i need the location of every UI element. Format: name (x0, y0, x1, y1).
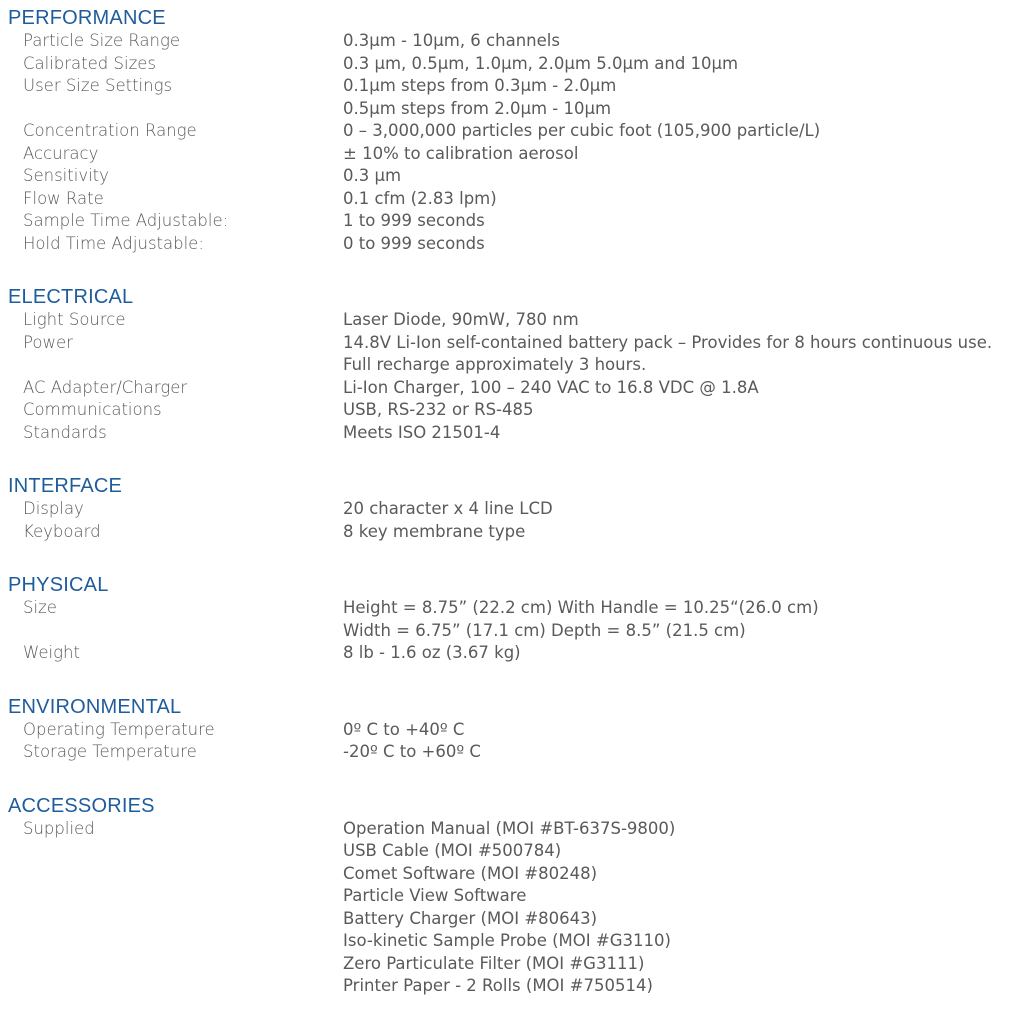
spec-value: 0º C to +40º C (343, 719, 465, 739)
spec-value: Battery Charger (MOI #80643) (343, 908, 598, 928)
spec-row (0, 719, 1011, 742)
spec-value: Laser Diode, 90mW, 780 nm (343, 310, 579, 329)
spec-value: 0.1 cfm (2.83 lpm) (343, 188, 497, 208)
spec-row (0, 165, 1011, 188)
spec-label: Hold Time Adjustable: (23, 233, 204, 253)
spec-label: Power (23, 332, 73, 352)
spec-section-interface (0, 474, 1011, 543)
spec-label: Display (23, 499, 84, 518)
section-spacer (0, 764, 1011, 794)
spec-values (343, 399, 1011, 422)
spec-label: Accuracy (23, 143, 99, 163)
section-spacer (0, 444, 1011, 474)
spec-value: Zero Particulate Filter (MOI #G3111) (343, 953, 645, 973)
spec-row (0, 233, 1011, 256)
spec-values (343, 818, 1011, 998)
spec-values (343, 332, 1011, 377)
spec-value: Height = 8.75” (22.2 cm) With Handle = 10.25“(26.0 cm) (343, 598, 819, 617)
spec-row (0, 53, 1011, 76)
spec-value: Full recharge approximately 3 hours. (343, 355, 647, 374)
spec-label: Concentration Range (23, 121, 197, 140)
spec-values (343, 53, 1011, 76)
spec-row (0, 818, 1011, 998)
spec-value: 0.3 µm, 0.5µm, 1.0µm, 2.0µm 5.0µm and 10µm (343, 53, 739, 73)
spec-label: Particle Size Range (23, 31, 181, 50)
spec-values (343, 30, 1011, 53)
spec-label: Storage Temperature (23, 742, 197, 761)
spec-value: 20 character x 4 line LCD (343, 499, 553, 518)
spec-value: Particle View Software (343, 886, 527, 905)
spec-label: Standards (23, 422, 107, 442)
spec-value: 0.1µm steps from 0.3µm - 2.0µm (343, 76, 617, 95)
spec-value: 0.3 µm (343, 166, 402, 185)
spec-value: 8 key membrane type (343, 521, 526, 541)
spec-values (343, 422, 1011, 445)
spec-value: USB, RS-232 or RS-485 (343, 400, 534, 419)
spec-value: 0 to 999 seconds (343, 233, 485, 253)
spec-values (343, 75, 1011, 120)
spec-label: Supplied (23, 818, 95, 838)
section-title: ENVIRONMENTAL (8, 695, 182, 718)
spec-values (343, 143, 1011, 166)
spec-label: AC Adapter/Charger (23, 377, 188, 397)
spec-section-electrical (0, 285, 1011, 444)
section-spacer (0, 665, 1011, 695)
spec-label: User Size Settings (23, 76, 173, 95)
spec-label: Calibrated Sizes (23, 53, 156, 73)
spec-row (0, 309, 1011, 332)
spec-value: 8 lb - 1.6 oz (3.67 kg) (343, 643, 521, 662)
spec-values (343, 120, 1011, 143)
spec-label: Sensitivity (23, 166, 109, 185)
spec-row (0, 498, 1011, 521)
spec-value: Iso-kinetic Sample Probe (MOI #G3110) (343, 931, 671, 950)
spec-value: 0 – 3,000,000 particles per cubic foot (105,900 particle/L) (343, 121, 821, 140)
spec-row (0, 642, 1011, 665)
spec-value: Operation Manual (MOI #BT-637S-9800) (343, 818, 676, 838)
spec-values (343, 741, 1011, 764)
spec-row (0, 422, 1011, 445)
spec-value: Comet Software (MOI #80248) (343, 863, 598, 883)
section-spacer (0, 543, 1011, 573)
spec-value: Printer Paper - 2 Rolls (MOI #750514) (343, 976, 653, 995)
spec-label: Sample Time Adjustable: (23, 211, 229, 230)
spec-value: Width = 6.75” (17.1 cm) Depth = 8.5” (21.5 cm) (343, 620, 746, 640)
spec-sheet (0, 6, 1011, 998)
spec-row (0, 188, 1011, 211)
section-title: PHYSICAL (8, 574, 109, 596)
spec-value: 0.3µm - 10µm, 6 channels (343, 31, 560, 50)
section-title: ELECTRICAL (8, 286, 134, 308)
spec-row (0, 332, 1011, 377)
spec-values (343, 642, 1011, 665)
spec-row (0, 597, 1011, 642)
spec-value: -20º C to +60º C (343, 742, 481, 761)
spec-values (343, 188, 1011, 211)
section-title: INTERFACE (8, 475, 123, 497)
spec-row (0, 30, 1011, 53)
spec-label: Weight (23, 643, 80, 662)
spec-values (343, 719, 1011, 742)
spec-value: ± 10% to calibration aerosol (343, 143, 579, 163)
spec-values (343, 165, 1011, 188)
spec-value: Li-Ion Charger, 100 – 240 VAC to 16.8 VDC @ 1.8A (343, 377, 759, 397)
spec-section-accessories (0, 794, 1011, 998)
spec-row (0, 741, 1011, 764)
spec-section-performance (0, 6, 1011, 255)
spec-section-environmental (0, 695, 1011, 764)
spec-label: Flow Rate (23, 188, 104, 208)
spec-values (343, 597, 1011, 642)
spec-label: Keyboard (23, 521, 101, 541)
spec-row (0, 143, 1011, 166)
spec-section-physical (0, 573, 1011, 665)
spec-value: Meets ISO 21501-4 (343, 422, 501, 442)
spec-row (0, 399, 1011, 422)
spec-value: USB Cable (MOI #500784) (343, 841, 562, 860)
spec-row (0, 120, 1011, 143)
spec-value: 1 to 999 seconds (343, 211, 485, 230)
section-spacer (0, 255, 1011, 285)
section-title: PERFORMANCE (8, 7, 166, 29)
spec-values (343, 210, 1011, 233)
spec-row (0, 210, 1011, 233)
spec-value: 0.5µm steps from 2.0µm - 10µm (343, 98, 612, 118)
spec-label: Communications (23, 400, 162, 419)
spec-row (0, 521, 1011, 544)
spec-row (0, 377, 1011, 400)
spec-values (343, 498, 1011, 521)
spec-label: Size (23, 598, 57, 617)
spec-values (343, 309, 1011, 332)
spec-values (343, 233, 1011, 256)
spec-value: 14.8V Li-Ion self-contained battery pack – Provides for 8 hours continuous use. (343, 332, 993, 352)
section-title: ACCESSORIES (8, 794, 155, 817)
spec-label: Operating Temperature (23, 719, 215, 739)
spec-label: Light Source (23, 310, 126, 329)
spec-row (0, 75, 1011, 120)
spec-values (343, 377, 1011, 400)
spec-values (343, 521, 1011, 544)
